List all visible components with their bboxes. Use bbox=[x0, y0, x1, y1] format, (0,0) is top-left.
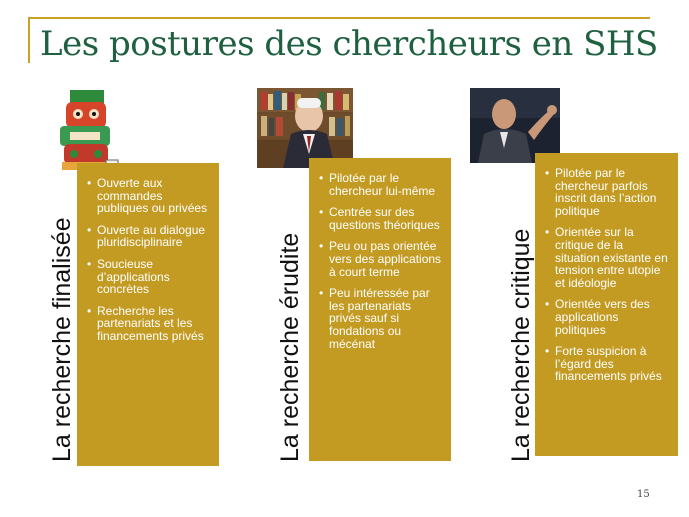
slide-title: Les postures des chercheurs en SHS bbox=[40, 24, 658, 64]
bullet-item: • Orientée vers des applications politiques bbox=[545, 298, 670, 336]
column-heading-critique: La recherche critique bbox=[507, 228, 535, 462]
left-rule bbox=[28, 17, 30, 63]
gold-box-erudite bbox=[309, 158, 451, 461]
bullet-item: • Orientée sur la critique de la situation existante en tension entre utopie et idéologie bbox=[545, 226, 670, 289]
column-heading-finalisee: La recherche finalisée bbox=[48, 217, 76, 462]
speaker-portrait-photo bbox=[470, 88, 560, 163]
scholar-bookshelf-photo bbox=[257, 88, 353, 168]
gold-box-finalisee bbox=[77, 163, 219, 466]
bullet-item: • Ouverte au dialogue pluridisciplinaire bbox=[87, 224, 211, 249]
bullet-item: • Centrée sur des questions théoriques bbox=[319, 206, 443, 231]
bullet-item: • Peu ou pas orientée vers des applications à court terme bbox=[319, 240, 443, 278]
bullet-item: • Forte suspicion à l’égard des financements privés bbox=[545, 345, 670, 383]
bullet-item: • Recherche les partenariats et les financements privés bbox=[87, 305, 211, 343]
column-heading-erudite: La recherche érudite bbox=[276, 232, 304, 462]
gold-box-critique bbox=[535, 153, 678, 456]
bullet-item: • Peu intéressée par les partenariats privés sauf si fondations ou mécénat bbox=[319, 287, 443, 350]
bullet-item: • Pilotée par le chercheur parfois inscrit dans l’action politique bbox=[545, 167, 670, 217]
bullet-item: • Soucieuse d’applications concrètes bbox=[87, 258, 211, 296]
page-number: 15 bbox=[637, 489, 650, 500]
bullet-item: • Pilotée par le chercheur lui-même bbox=[319, 172, 443, 197]
mayan-figure-icon bbox=[56, 88, 122, 174]
bullet-item: • Ouverte aux commandes publiques ou privées bbox=[87, 177, 211, 215]
top-rule bbox=[28, 17, 650, 19]
